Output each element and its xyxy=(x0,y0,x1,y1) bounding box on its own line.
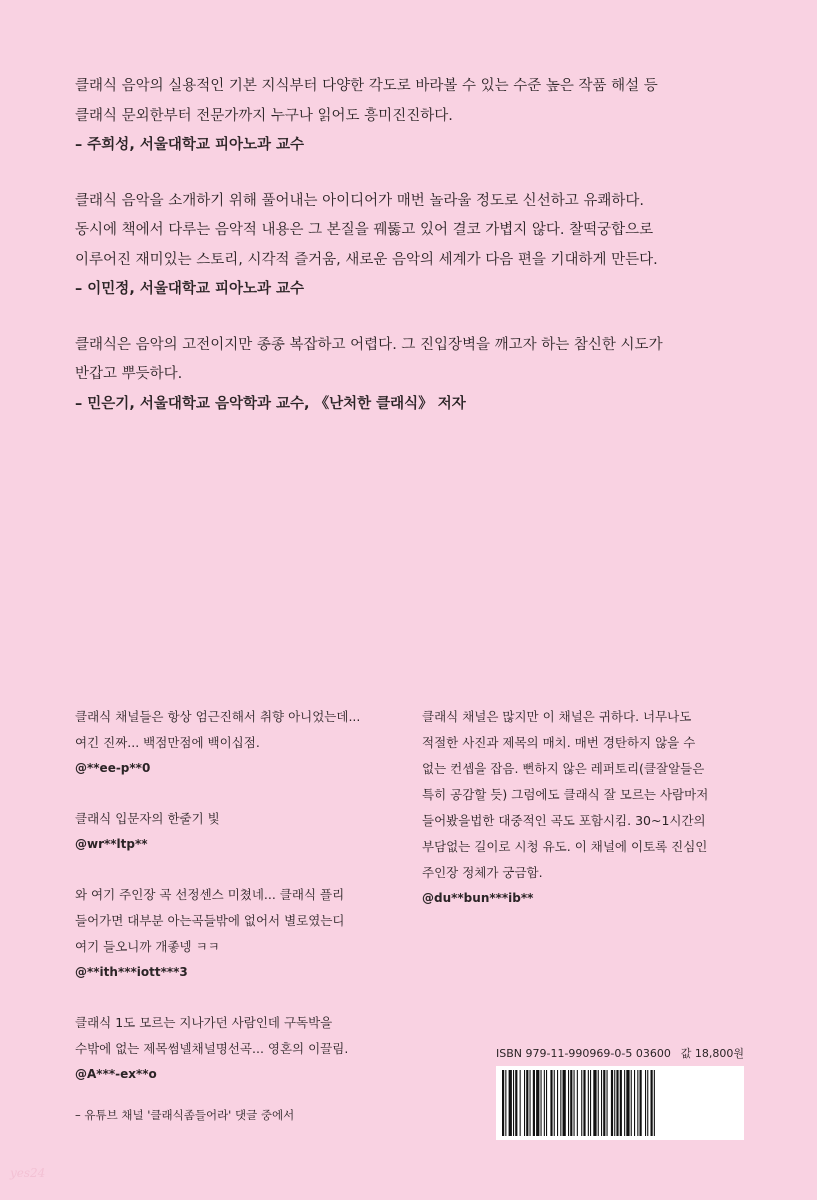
barcode-bar xyxy=(563,1070,566,1136)
isbn-number: ISBN 979-11-990969-0-5 03600 xyxy=(496,1047,671,1060)
barcode-bar xyxy=(570,1070,572,1136)
comment-block xyxy=(75,1010,405,1086)
barcode-bar xyxy=(557,1070,558,1136)
barcode-bar xyxy=(502,1070,504,1136)
review-author: – 이민정, 서울대학교 피아노과 교수 xyxy=(75,281,305,297)
comment-text-line: 여긴 진짜... 백점만점에 백이십점. xyxy=(75,735,260,750)
comment-block xyxy=(75,882,405,984)
barcode-bar xyxy=(524,1070,525,1136)
review-text-line: 이루어진 재미있는 스토리, 시각적 즐거움, 새로운 음악의 세계가 다음 편을 기대하게 만든다. xyxy=(75,251,658,268)
barcode-bar xyxy=(520,1070,521,1136)
barcode-bar xyxy=(616,1070,618,1136)
barcode xyxy=(496,1066,744,1140)
barcode-bar xyxy=(593,1070,596,1136)
barcode-bar xyxy=(513,1070,514,1136)
barcode-bar xyxy=(620,1070,622,1136)
comment-text-line: 클래식 채널들은 항상 엄근진해서 취향 아니었는데... xyxy=(75,709,361,724)
review-block xyxy=(75,72,755,161)
comment-text-line: 와 여기 주인장 곡 선정센스 미쳤네... 클래식 플리 xyxy=(75,887,345,902)
review-author: – 주희성, 서울대학교 피아노과 교수 xyxy=(75,137,305,153)
comment-block xyxy=(422,704,752,910)
comment-text-line: 들어가면 대부분 아는곡들밖에 없어서 별로였는디 xyxy=(75,913,345,928)
barcode-bar xyxy=(581,1070,582,1136)
barcode-bar xyxy=(603,1070,605,1136)
comment-text-line: 적절한 사진과 제목의 매치. 매번 경탄하지 않을 수 xyxy=(422,735,696,750)
barcode-bar xyxy=(631,1070,632,1136)
barcode-bar xyxy=(560,1070,561,1136)
viewer-comments-left xyxy=(75,704,405,1112)
comment-username: @du**bun***ib** xyxy=(422,891,534,905)
comment-text-line: 클래식 입문자의 한줄기 빛 xyxy=(75,811,220,826)
barcode-bar xyxy=(505,1070,506,1136)
barcode-bar xyxy=(640,1070,642,1136)
critic-reviews xyxy=(75,72,755,445)
barcode-bar xyxy=(509,1070,512,1136)
review-block xyxy=(75,331,755,420)
barcode-bar xyxy=(614,1070,615,1136)
comment-text-line: 주인장 정체가 궁금함. xyxy=(422,865,543,880)
comment-text-line: 여기 들오니까 개좋넹 ㅋㅋ xyxy=(75,939,220,954)
comment-username: @wr**ltp** xyxy=(75,837,148,851)
comment-username: @A***-ex**o xyxy=(75,1067,157,1081)
comment-block xyxy=(75,806,405,856)
barcode-bar xyxy=(541,1070,542,1136)
viewer-comments-right xyxy=(422,704,752,936)
barcode-bar xyxy=(574,1070,575,1136)
barcode-bar xyxy=(530,1070,531,1136)
comment-username: @**ee-p**0 xyxy=(75,761,151,775)
comments-source: – 유튜브 채널 '클래식좀들어라' 댓글 중에서 xyxy=(75,1108,295,1122)
barcode-bar xyxy=(654,1070,655,1136)
barcode-graphic xyxy=(496,1066,744,1140)
review-author: – 민은기, 서울대학교 음악학과 교수, 《난처한 클래식》 저자 xyxy=(75,395,466,412)
barcode-bar xyxy=(533,1070,535,1136)
barcode-bar xyxy=(577,1070,578,1136)
barcode-bar xyxy=(624,1070,625,1136)
barcode-bar xyxy=(568,1070,569,1136)
review-block xyxy=(75,187,755,305)
comment-text-line: 클래식 채널은 많지만 이 채널은 귀하다. 너무나도 xyxy=(422,709,692,724)
price-label: 값 18,800원 xyxy=(680,1047,744,1060)
review-text-line: 클래식 음악의 실용적인 기본 지식부터 다양한 각도로 바라볼 수 있는 수준 높은 작품 해설 등 xyxy=(75,78,658,94)
barcode-bar xyxy=(515,1070,517,1136)
barcode-bar xyxy=(651,1070,653,1136)
barcode-bar xyxy=(583,1070,585,1136)
barcode-bar xyxy=(601,1070,602,1136)
watermark-logo: yes24 xyxy=(10,1166,46,1180)
review-text-line: 클래식은 음악의 고전이지만 종종 복잡하고 어렵다. 그 진입장벽을 깨고자 하는 참신한 시도가 xyxy=(75,336,663,353)
barcode-bar xyxy=(598,1070,599,1136)
barcode-bar xyxy=(590,1070,591,1136)
barcode-bar xyxy=(607,1070,608,1136)
review-text-line: 클래식 음악을 소개하기 위해 풀어내는 아이디어가 매번 놀라울 정도로 신선하고 유쾌하다. xyxy=(75,192,644,209)
barcode-bar xyxy=(588,1070,589,1136)
barcode-bar xyxy=(536,1070,539,1136)
barcode-bar xyxy=(645,1070,646,1136)
comment-username: @**ith***iott***3 xyxy=(75,965,188,979)
comment-text-line: 없는 컨셉을 잡음. 뻔하지 않은 레퍼토리(클잘알들은 xyxy=(422,761,705,776)
review-text-line: 반갑고 뿌듯하다. xyxy=(75,366,183,382)
barcode-bar xyxy=(550,1070,552,1136)
barcode-bar xyxy=(554,1070,555,1136)
comment-text-line: 수밖에 없는 제목썸넬채널명선곡... 영혼의 이끌림. xyxy=(75,1041,349,1056)
barcode-bar xyxy=(634,1070,635,1136)
barcode-bar xyxy=(544,1070,545,1136)
barcode-bar xyxy=(611,1070,613,1136)
barcode-bar xyxy=(546,1070,547,1136)
comment-text-line: 부담없는 길이로 시청 유도. 이 채널에 이토록 진심인 xyxy=(422,839,708,854)
comment-text-line: 특히 공감할 듯) 그럼에도 클래식 잘 모르는 사람마저 xyxy=(422,787,709,802)
barcode-bar xyxy=(647,1070,648,1136)
review-text-line: 클래식 문외한부터 전문가까지 누구나 읽어도 흥미진진하다. xyxy=(75,107,453,124)
comment-text-line: 클래식 1도 모르는 지나가던 사람인데 구독박을 xyxy=(75,1015,333,1030)
barcode-bar xyxy=(526,1070,528,1136)
comment-block xyxy=(75,704,405,780)
comment-text-line: 들어봤을법한 대중적인 곡도 포함시킴. 30~1시간의 xyxy=(422,813,706,828)
isbn-row xyxy=(496,1046,744,1062)
barcode-bar xyxy=(637,1070,638,1136)
review-text-line: 동시에 책에서 다루는 음악적 내용은 그 본질을 꿰뚫고 있어 결코 가볍지 않다. 찰떡궁합으로 xyxy=(75,222,654,238)
barcode-bar xyxy=(626,1070,629,1136)
